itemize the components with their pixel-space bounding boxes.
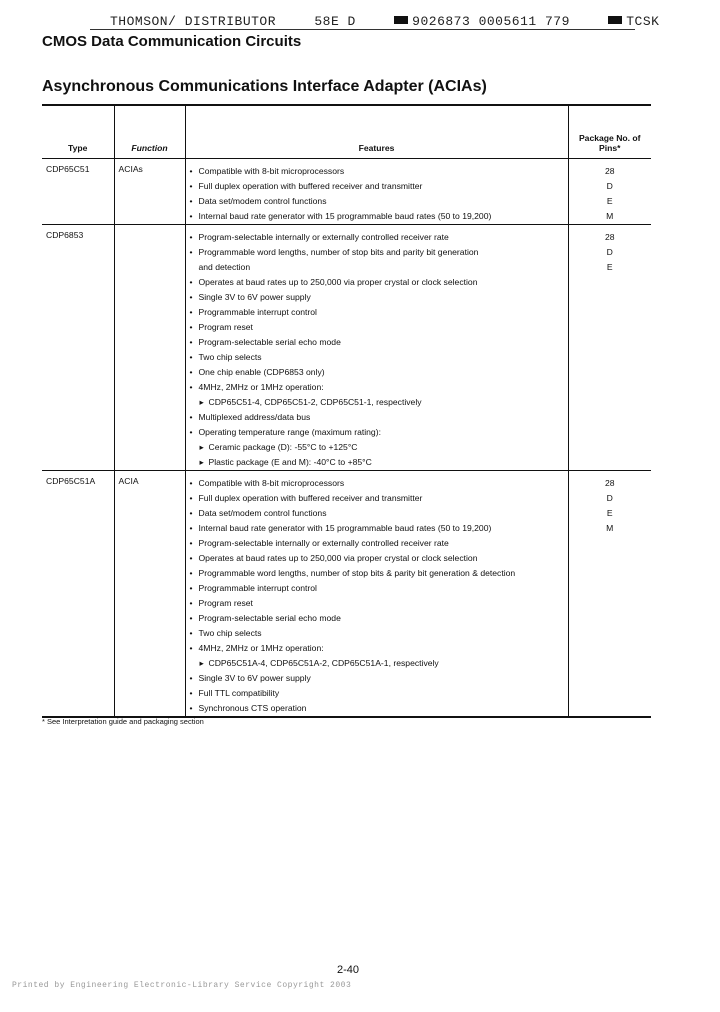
cell-type: CDP6853 — [42, 225, 114, 471]
feature-text: Full duplex operation with buffered receiver and transmitter — [198, 493, 423, 503]
feature-text: One chip enable (CDP6853 only) — [198, 367, 325, 377]
bullet-icon: • — [189, 553, 193, 563]
feature-text: Programmable interrupt control — [198, 307, 317, 317]
feature-text: Operates at baud rates up to 250,000 via proper crystal or clock selection — [198, 277, 478, 287]
sub-arrow-icon: ▸ — [199, 442, 204, 452]
feature-item — [190, 305, 564, 320]
feature-item — [190, 350, 564, 365]
feature-text: Operating temperature range (maximum rating): — [198, 427, 381, 437]
feature-item — [190, 410, 564, 425]
bullet-icon: • — [189, 292, 193, 302]
feature-item — [190, 641, 564, 656]
feature-item — [190, 581, 564, 596]
table-body — [42, 159, 651, 718]
bullet-icon: • — [189, 643, 193, 653]
feature-item — [190, 626, 564, 641]
footnote: * See Interpretation guide and packaging section — [42, 717, 204, 726]
bullet-icon: • — [189, 367, 193, 377]
bullet-icon: • — [189, 322, 193, 332]
feature-text: Multiplexed address/data bus — [198, 412, 311, 422]
bullet-icon: • — [189, 583, 193, 593]
package-list — [573, 476, 648, 536]
feature-text: CDP65C51A-4, CDP65C51A-2, CDP65C51A-1, respectively — [208, 658, 439, 668]
feature-text: Operates at baud rates up to 250,000 via proper crystal or clock selection — [198, 553, 478, 563]
package-code: E — [606, 262, 613, 272]
feature-text: Data set/modem control functions — [198, 196, 327, 206]
bullet-icon: • — [189, 703, 193, 713]
feature-text: Ceramic package (D): -55°C to +125°C — [208, 442, 358, 452]
package-code: M — [606, 523, 614, 533]
feature-item — [190, 245, 564, 260]
feature-item — [190, 611, 564, 626]
scan-header-barcode: 9026873 0005611 779 — [394, 14, 570, 29]
package-code: M — [606, 211, 614, 221]
cell-features — [185, 471, 568, 718]
bullet-icon: • — [189, 598, 193, 608]
sub-arrow-icon: ▸ — [199, 658, 204, 668]
feature-item — [190, 686, 564, 701]
scan-header-code: 58E D — [314, 14, 356, 29]
feature-item — [190, 230, 564, 245]
sub-arrow-icon: ▸ — [199, 397, 204, 407]
feature-item — [190, 566, 564, 581]
col-header-type: Type — [42, 105, 114, 159]
feature-item — [190, 275, 564, 290]
package-code: E — [606, 196, 613, 206]
feature-item — [190, 395, 564, 410]
cell-function: ACIAs — [114, 159, 185, 225]
feature-text: Data set/modem control functions — [198, 508, 327, 518]
package-code: 28 — [604, 232, 615, 242]
header-rule — [90, 29, 635, 30]
feature-text: 4MHz, 2MHz or 1MHz operation: — [198, 643, 324, 653]
feature-list — [190, 476, 564, 716]
feature-text: Two chip selects — [198, 628, 262, 638]
package-code: D — [606, 247, 613, 257]
scan-header-distributor: THOMSON/ DISTRIBUTOR — [110, 14, 277, 29]
package-code: E — [606, 508, 613, 518]
feature-item — [190, 260, 564, 275]
cell-features — [185, 225, 568, 471]
bullet-icon: • — [189, 211, 193, 221]
scan-header-line — [110, 14, 689, 29]
feature-item — [190, 521, 564, 536]
cell-features — [185, 159, 568, 225]
feature-text: and detection — [198, 262, 251, 272]
bullet-icon: • — [189, 538, 193, 548]
bullet-icon: • — [189, 412, 193, 422]
feature-text: Single 3V to 6V power supply — [198, 292, 311, 302]
package-code: D — [606, 181, 613, 191]
col-header-package: Package No. of Pins* — [568, 105, 651, 159]
feature-list — [190, 230, 564, 470]
table-header-row — [42, 105, 651, 159]
bullet-icon: • — [189, 181, 193, 191]
cell-type: CDP65C51 — [42, 159, 114, 225]
package-code: D — [606, 493, 613, 503]
feature-text: Single 3V to 6V power supply — [198, 673, 311, 683]
scan-header-tag: TCSK — [608, 14, 659, 29]
bullet-icon: • — [189, 232, 193, 242]
feature-item — [190, 179, 564, 194]
feature-item — [190, 551, 564, 566]
package-code: 28 — [604, 478, 615, 488]
feature-item — [190, 320, 564, 335]
printed-by-watermark: Printed by Engineering Electronic-Library Service Copyright 2003 — [12, 981, 352, 990]
bullet-icon: • — [189, 628, 193, 638]
cell-type: CDP65C51A — [42, 471, 114, 718]
table-row — [42, 471, 651, 718]
feature-item — [190, 656, 564, 671]
feature-item — [190, 536, 564, 551]
feature-item — [190, 365, 564, 380]
feature-item — [190, 476, 564, 491]
feature-text: Compatible with 8-bit microprocessors — [198, 166, 345, 176]
feature-text: Internal baud rate generator with 15 programmable baud rates (50 to 19,200) — [198, 211, 492, 221]
bullet-icon: • — [189, 523, 193, 533]
feature-item — [190, 290, 564, 305]
package-list — [573, 164, 648, 224]
table-row — [42, 225, 651, 471]
feature-text: Internal baud rate generator with 15 programmable baud rates (50 to 19,200) — [198, 523, 492, 533]
feature-item — [190, 671, 564, 686]
feature-text: Program-selectable internally or externally controlled receiver rate — [198, 232, 449, 242]
acia-table — [42, 104, 651, 718]
section-title: CMOS Data Communication Circuits — [42, 33, 302, 50]
feature-text: Program-selectable internally or externally controlled receiver rate — [198, 538, 449, 548]
bullet-icon: • — [189, 493, 193, 503]
feature-item — [190, 596, 564, 611]
feature-text: Program reset — [198, 598, 253, 608]
col-header-features: Features — [185, 105, 568, 159]
sub-arrow-icon: ▸ — [199, 457, 204, 467]
feature-item — [190, 491, 564, 506]
feature-item — [190, 380, 564, 395]
bullet-icon: • — [189, 247, 193, 257]
bullet-icon: • — [189, 196, 193, 206]
feature-text: Two chip selects — [198, 352, 262, 362]
feature-text: Compatible with 8-bit microprocessors — [198, 478, 345, 488]
table-row — [42, 159, 651, 225]
cell-package — [568, 471, 651, 718]
bullet-icon: • — [189, 508, 193, 518]
feature-item — [190, 194, 564, 209]
cell-function — [114, 225, 185, 471]
bullet-icon: • — [189, 352, 193, 362]
feature-item — [190, 425, 564, 440]
feature-item — [190, 455, 564, 470]
bullet-icon: • — [189, 337, 193, 347]
bullet-icon: • — [189, 478, 193, 488]
feature-list — [190, 164, 564, 224]
feature-item — [190, 440, 564, 455]
bullet-icon: • — [189, 277, 193, 287]
feature-text: Synchronous CTS operation — [198, 703, 307, 713]
feature-item — [190, 335, 564, 350]
feature-text: Full duplex operation with buffered receiver and transmitter — [198, 181, 423, 191]
feature-item — [190, 164, 564, 179]
block-mark-icon — [394, 16, 408, 24]
bullet-icon: • — [189, 307, 193, 317]
feature-text: Program reset — [198, 322, 253, 332]
feature-text: CDP65C51-4, CDP65C51-2, CDP65C51-1, respectively — [208, 397, 422, 407]
feature-item — [190, 506, 564, 521]
feature-text: Plastic package (E and M): -40°C to +85°C — [208, 457, 372, 467]
bullet-icon: • — [189, 427, 193, 437]
bullet-icon: • — [189, 688, 193, 698]
bullet-icon: • — [189, 166, 193, 176]
feature-text: Program-selectable serial echo mode — [198, 337, 341, 347]
feature-text: Program-selectable serial echo mode — [198, 613, 341, 623]
feature-item — [190, 701, 564, 716]
feature-text: Programmable word lengths, number of stop bits and parity bit generation — [198, 247, 479, 257]
feature-text: 4MHz, 2MHz or 1MHz operation: — [198, 382, 324, 392]
feature-item — [190, 209, 564, 224]
block-mark-icon — [608, 16, 622, 24]
col-header-function: Function — [114, 105, 185, 159]
bullet-icon: • — [189, 613, 193, 623]
cell-package — [568, 225, 651, 471]
bullet-icon: • — [189, 568, 193, 578]
bullet-icon: • — [189, 382, 193, 392]
page-number: 2-40 — [337, 964, 360, 976]
bullet-icon: • — [189, 673, 193, 683]
feature-text: Full TTL compatibility — [198, 688, 280, 698]
feature-text: Programmable interrupt control — [198, 583, 317, 593]
package-code: 28 — [604, 166, 615, 176]
cell-function: ACIA — [114, 471, 185, 718]
feature-text: Programmable word lengths, number of stop bits & parity bit generation & detection — [198, 568, 516, 578]
page-title: Asynchronous Communications Interface Adapter (ACIAs) — [42, 78, 487, 95]
cell-package — [568, 159, 651, 225]
package-list — [573, 230, 648, 275]
